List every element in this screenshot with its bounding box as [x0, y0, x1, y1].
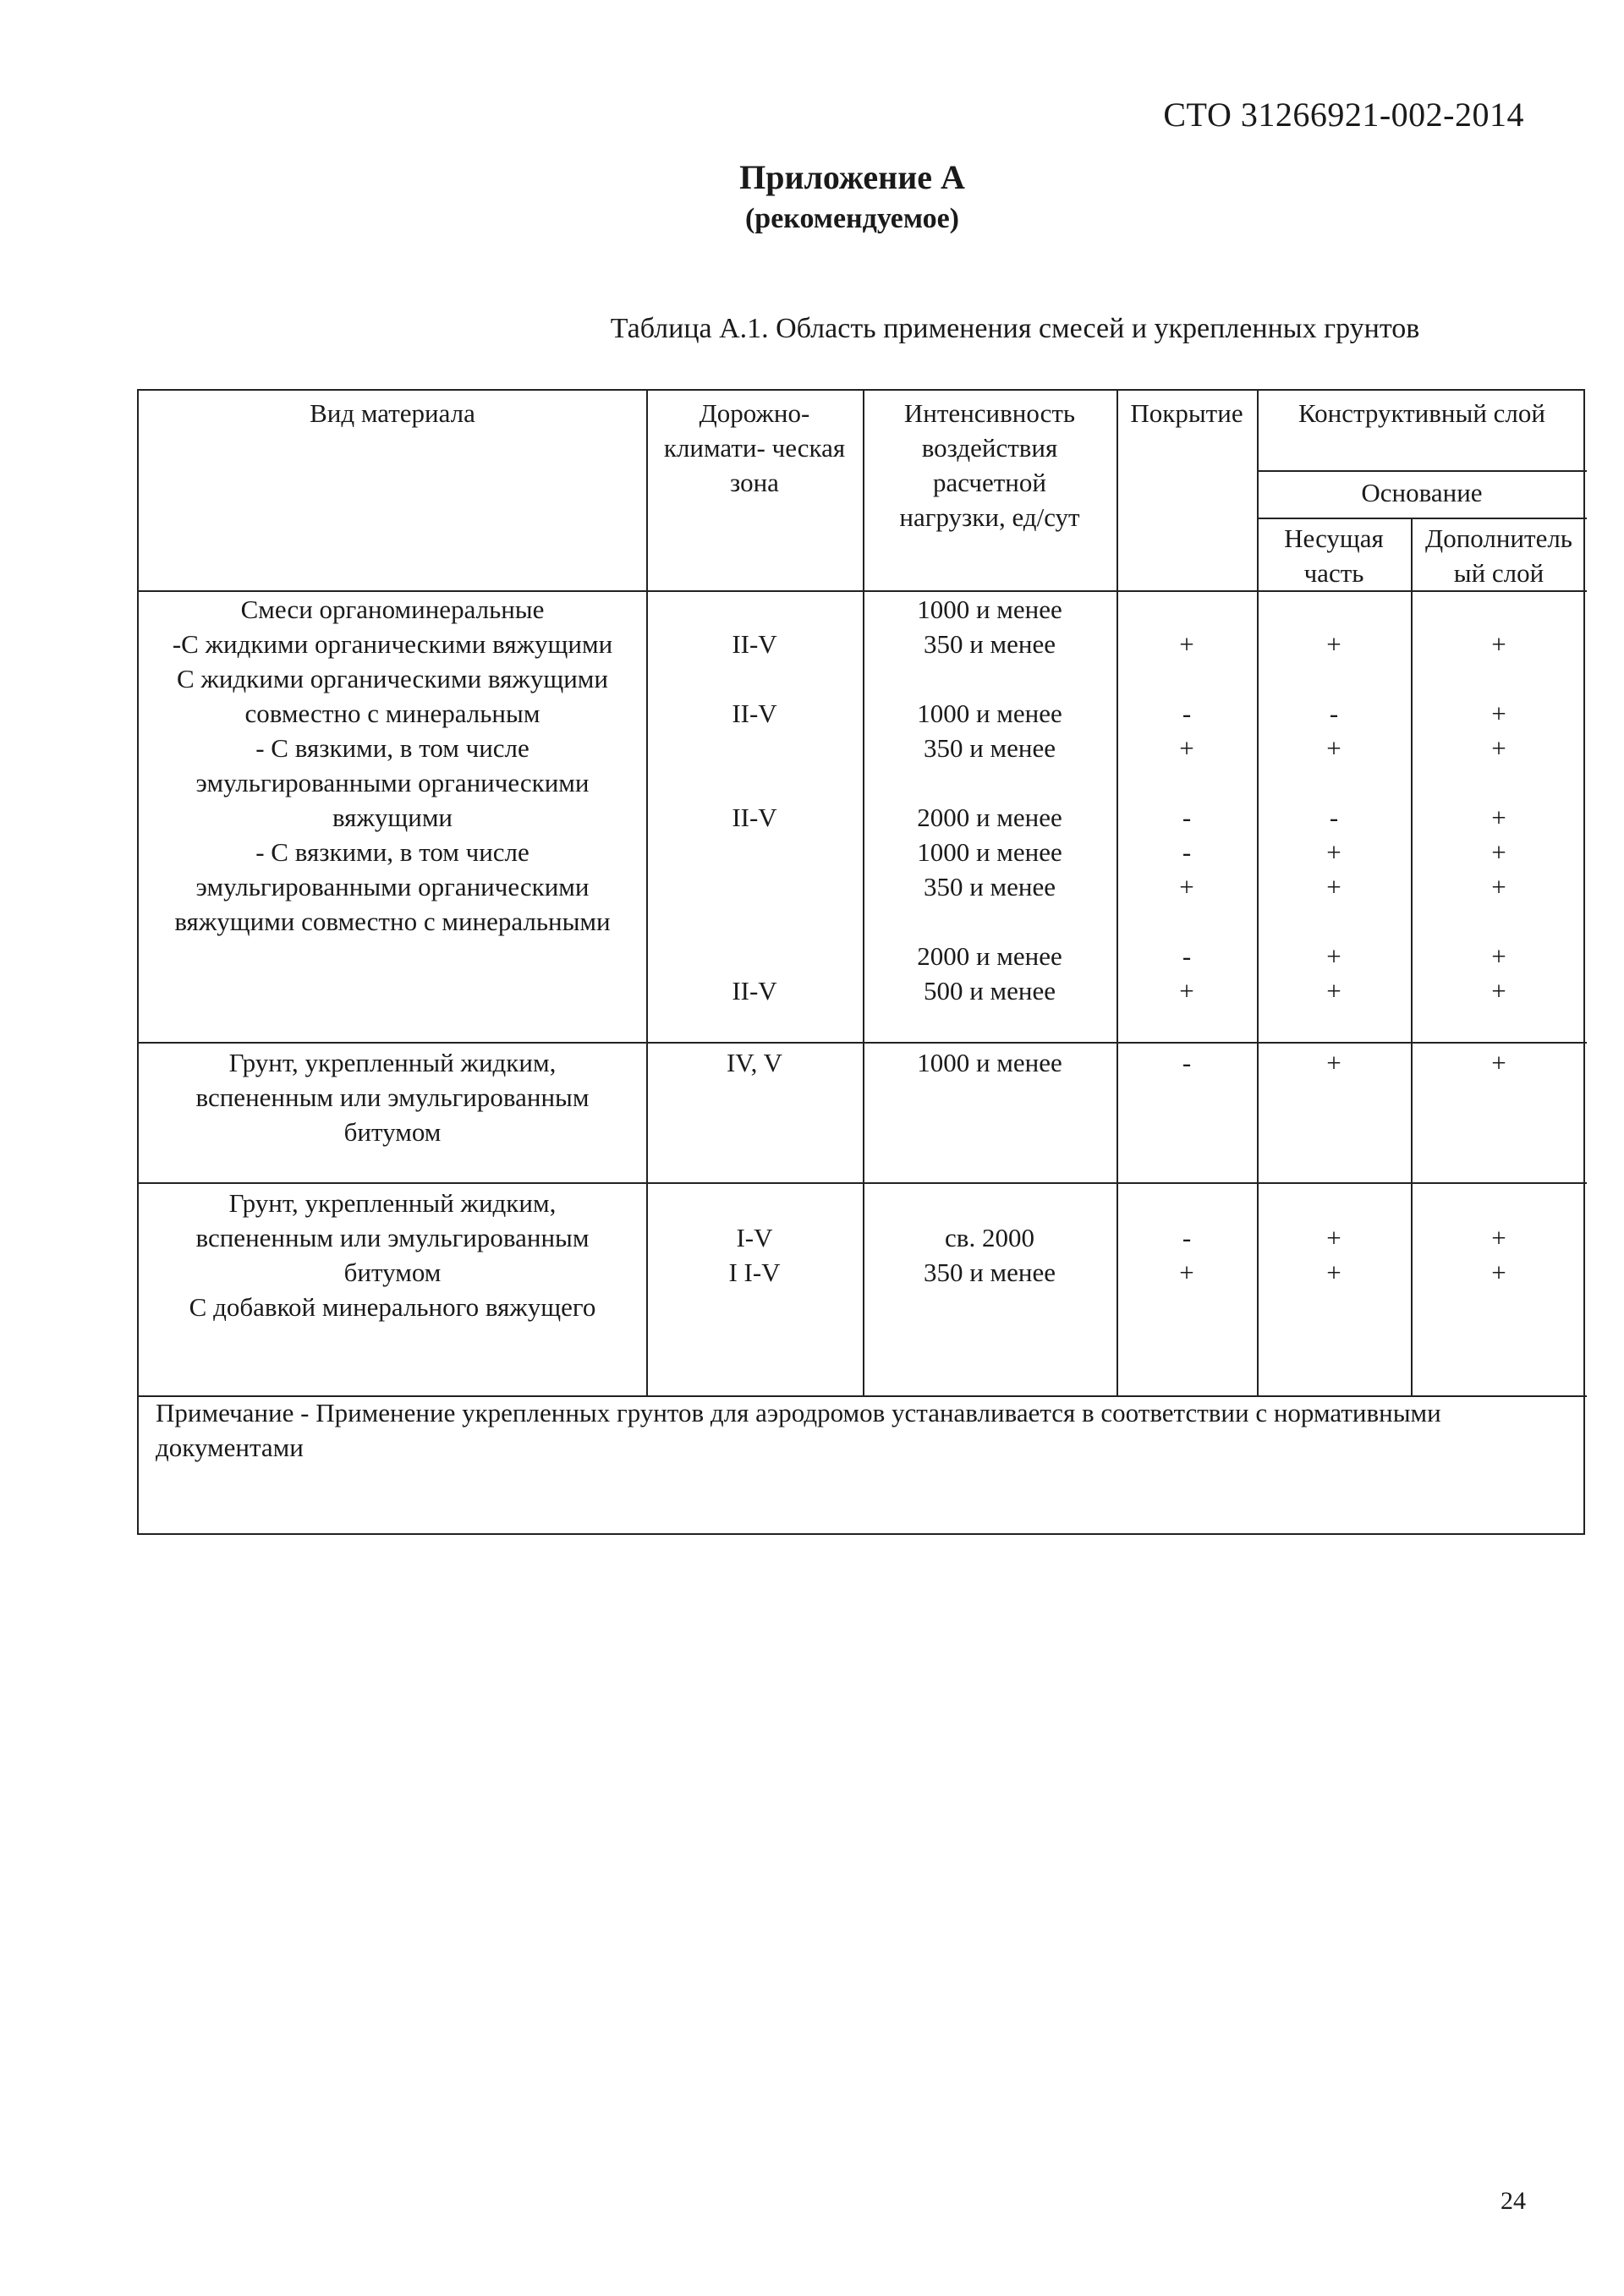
row1-zone: II-V II-V II-V II-V [732, 629, 777, 1006]
table-caption: Таблица А.1. Область применения смесей и укрепленных грунтов [610, 313, 1420, 344]
header-intensity: Интенсивность воздействия расчетной нагрузки, ед/сут [899, 398, 1080, 532]
application-table [137, 389, 1585, 1535]
row2-intensity: 1000 и менее [917, 1048, 1062, 1077]
row3-material: Грунт, укрепленный жидким, вспененным или эмульгированным битумом С добавкой минерального вяжущего [189, 1188, 596, 1322]
row3-intensity: св. 2000 350 и менее [923, 1223, 1056, 1287]
row2-additional: + [1491, 1048, 1506, 1077]
row2-bearing: + [1326, 1048, 1341, 1077]
appendix-title: Приложение А [739, 158, 965, 196]
row1-material: Смеси органоминеральные -С жидкими органическими вяжущими С жидкими органическими вяжущими совместно с минеральным - С вязкими, в том числе эмульгированными органическими вяжущими - С вязкими, в том числе эмульгированными органическими вяжущими совместно с минеральными [172, 595, 613, 936]
row1-additional: + + + + + + + + [1491, 629, 1506, 1006]
header-zone: Дорожно- климати- ческая зона [663, 398, 846, 497]
document-code: СТО 31266921-002-2014 [1163, 96, 1524, 134]
row3-zone: I-V I I-V [728, 1223, 781, 1287]
row1-intensity: 1000 и менее 350 и менее 1000 и менее 350 и менее 2000 и менее 1000 и менее 350 и менее 2000 и менее 500 и менее [917, 595, 1062, 1006]
row1-coverage: + - + - - + - + [1179, 629, 1194, 1006]
row3-coverage: - + [1179, 1223, 1194, 1287]
header-structural-layer: Конструктивный слой [1298, 398, 1545, 428]
header-bearing: Несущая часть [1284, 523, 1384, 588]
appendix-subtitle: (рекомендуемое) [744, 203, 960, 234]
header-base: Основание [1361, 478, 1483, 507]
table-note: Примечание - Применение укрепленных грунтов для аэродромов устанавливается в соответствии с нормативными документами [156, 1398, 1441, 1462]
row1-bearing: + - + - + + + + [1326, 629, 1341, 1006]
row2-material: Грунт, укрепленный жидким, вспененным или эмульгированным битумом [195, 1048, 590, 1147]
row3-bearing: + + [1326, 1223, 1341, 1287]
row2-coverage: - [1182, 1048, 1192, 1077]
header-coverage: Покрытие [1130, 398, 1243, 428]
header-material: Вид материала [310, 398, 475, 428]
row3-additional: + + [1491, 1223, 1506, 1287]
header-additional: Дополнитель ый слой [1425, 523, 1572, 588]
row2-zone: IV, V [726, 1048, 783, 1077]
page-number: 24 [1501, 2187, 1526, 2215]
